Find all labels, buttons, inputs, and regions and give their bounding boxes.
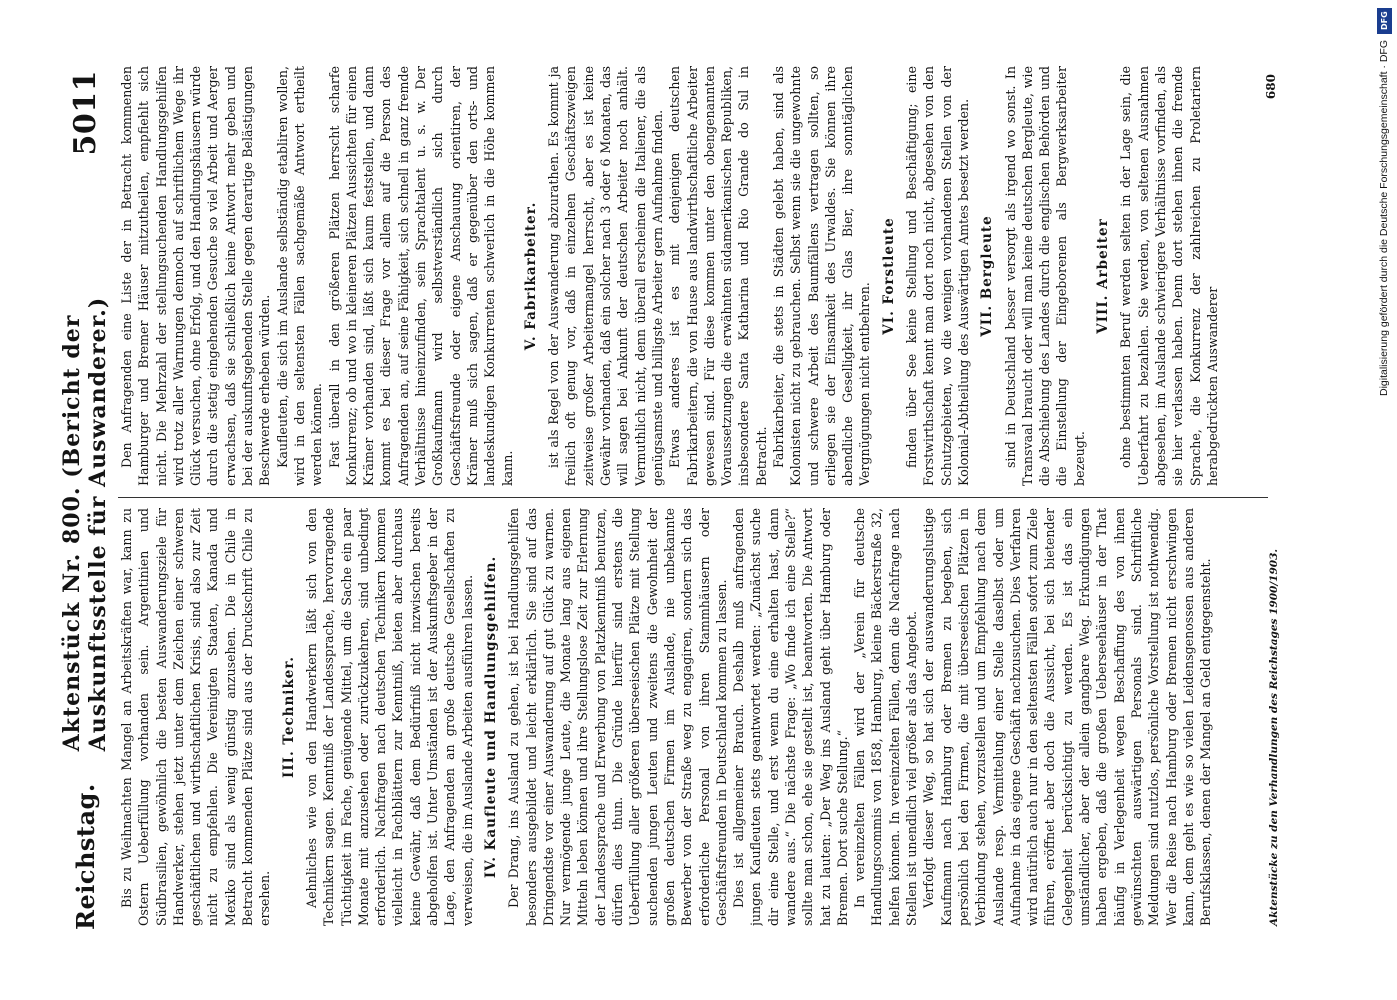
- left-paragraph: Dies ist allgemeiner Brauch. Deshalb muß anfragenden jungen Kaufleuten stets geantwortet werden: „Zunächst suche dir eine Stelle, und erst wenn du eine erhalten hast, dann wandere aus.“ Die nächste Frage: „Wo finde ich eine Stelle?“ sollte man schon, ehe sie gestellt ist, beantworten. Die Antwort hat zu lauten: „Der Weg ins Ausland geht über Hamburg oder Bremen. Dort suche Stellung.“: [731, 508, 850, 926]
- right-paragraph: ohne bestimmten Beruf werden selten in der Lage sein, die Ueberfahrt zu bezahlen. Sie werden, von seltenen Ausnahmen abgesehen, im Auslande schwierigere Verhältnisse vorfinden, als sie hier verlassen haben. Denn dort stehen ihnen die fremde Sprache, die Konkurrenz der zahlreichen zu Proletariern herabgedrückten Auswanderer: [1118, 66, 1220, 486]
- document-title: Aktenstück Nr. 800. (Bericht der Auskunftsstelle für Auswanderer.): [59, 296, 111, 752]
- right-paragraph: Kaufleuten, die sich im Auslande selbständig etabliren wollen, wird in den seltensten Fällen sachgemäße Antwort ertheilt werden können.: [274, 66, 325, 486]
- footer-source: Aktenstücke zu den Verhandlungen des Reichstages 1900/1903.: [1268, 548, 1280, 926]
- left-paragraph: Der Drang, ins Ausland zu gehen, ist bei Handlungsgehilfen besonders ausgebildet und leicht erklärlich. Sie sind auf das Dringendste vor einer Auswanderung auf gut Glück zu warnen. Nur vermögende junge Leute, die Monate lang aus eigenen Mitteln leben können und ihre Stellungslose Zeit zur Erlernung der Landessprache und Erwerbung von Platzkenntniß benutzen, dürfen dies thun. Die Gründe hierfür sind erstens die Ueberfüllung aller größeren überseeischen Plätze mit Stellung suchenden jungen Leuten und zweitens die Gewohnheit der großen deutschen Firmen im Auslande, nie unbekannte Bewerber von der Straße weg zu engagiren, sondern sich das erforderliche Personal von ihren Stammhäusern oder Geschäftsfreunden in Deutschland kommen zu lassen.: [506, 508, 729, 926]
- right-text-column: [118, 66, 1268, 486]
- right-section-heading: VII. Bergleute: [979, 215, 996, 337]
- left-section-heading: III. Techniker.: [280, 656, 297, 778]
- left-section-heading: IV. Kaufleute und Handlungsgehilfen.: [482, 555, 499, 879]
- header-left-label: Reichstag.: [70, 783, 100, 930]
- right-paragraph: ist als Regel von der Auswanderung abzurathen. Es kommt ja freilich oft genug vor, daß in einzelnen Geschäftszweigen zeitweise großer Arbeitermangel herrscht, aber es ist keine Gewähr vorhanden, daß ein solcher nach 3 oder 6 Monaten, das will sagen bei Ankunft der deutschen Arbeiter noch anhält. Vermuthlich nicht, denn überall erscheinen die Italiener, die als genügsamste und billigste Arbeiter gern Aufnahme finden.: [546, 66, 665, 486]
- right-paragraph: sind in Deutschland besser versorgt als irgend wo sonst. In Transvaal braucht oder will man keine deutschen Bergleute, wie die Abschiebung des Landes durch die englischen Behörden und die Einstellung der Eingeborenen als Bergwerksarbeiter bezeugt.: [1002, 66, 1087, 486]
- dfg-logo: DFG: [1377, 8, 1392, 34]
- column-divider: [118, 497, 1268, 498]
- digitization-credit: [1375, 8, 1393, 992]
- left-paragraph: In vereinzelten Fällen wird der „Verein für deutsche Handlungscommis von 1858, Hamburg, kleine Bäckerstraße 32, helfen können. In vereinzelten Fällen, denn die Nachfrage nach Stellen ist unendlich viel größer als das Angebot.: [852, 508, 920, 926]
- left-paragraph: Aehnliches wie von den Handwerkern läßt sich von den Technikern sagen. Kenntniß der Landessprache, hervorragende Tüchtigkeit im Fache, genügende Mittel, um die Sache ein paar Monate mit anzusehen oder zurückzukehren, sind unbedingt erforderlich. Nachfragen nach deutschen Technikern kommen vielleicht in Fachblättern zur Kenntniß, bieten aber durchaus keine Gewähr, daß dem Bedürfniß nicht inzwischen bereits abgeholfen ist. Unter Umständen ist der Auskunftsgeber in der Lage, den Anfragenden an große deutsche Gesellschaften zu verweisen, die im Auslande Arbeiten ausführen lassen.: [303, 508, 475, 926]
- right-paragraph: Fast überall in den größeren Plätzen herrscht scharfe Konkurrenz; ob und wo in kleineren Plätzen Aussichten für einen Krämer vorhanden sind, läßt sich kaum feststellen, und dann kommt es bei dieser Frage vor allem auf die Person des Anfragenden an, auf seine Fähigkeit, sich schnell in ganz fremde Verhältnisse hineinzufinden, sein Sprachtalent u. s. w. Der Großkaufmann wird selbstverständlich sich durch Geschäftsfreunde oder eigene Anschauung orientiren, der Krämer muß sich sagen, daß er gegenüber den orts- und landeskundigen Konkurrenten schwerlich in die Höhe kommen kann.: [326, 66, 515, 486]
- left-paragraph: Verfolgt dieser Weg, so hat sich der auswanderungslustige Kaufmann nach Hamburg oder Bremen zu begeben, sich persönlich bei den Firmen, die mit überseeischen Plätzen in Verbindung stehen, vorzustellen und um Empfehlung nach dem Auslande resp. Vermittelung einer Stelle daselbst oder um Aufnahme in das eigene Geschäft nachzusuchen. Dies Verfahren wird natürlich auch nur in den seltensten Fällen sofort zum Ziele führen, eröffnet aber doch die Aussicht, bei sich bietender Gelegenheit berücksichtigt zu werden. Es ist das ein umständlicher, aber der allein gangbare Weg. Erkundigungen haben ergeben, daß die großen Ueberseehäuser in der That häufig in Verlegenheit wegen Beschaffung des von ihnen gewünschten auswärtigen Personals sind. Schriftliche Meldungen sind nutzlos, persönliche Vorstellung ist nothwendig. Wer die Reise nach Hamburg oder Bremen nicht erschwingen kann, dem geht es wie so vielen Leidensgenossen aus anderen Berufsklassen, denen der Mangel an Geld entgegensteht.: [921, 508, 1214, 926]
- right-section-heading: VIII. Arbeiter: [1095, 218, 1112, 334]
- right-paragraph: Etwas anderes ist es mit denjenigen deutschen Fabrikarbeitern, die von Hause aus landwirthschaftliche Arbeiter gewesen sind. Für diese kommen unter den obengenannten Voraussetzungen die erwähnten südamerikanischen Republiken, insbesondere Santa Katharina und Rio Grande do Sul in Betracht.: [667, 66, 769, 486]
- left-paragraph: Bis zu Weihnachten Mangel an Arbeitskräften war, kann zu Ostern Ueberfüllung vorhanden sein. Argentinien und Südbrasilien, gewöhnlich die besten Auswanderungsziele für Handwerker, stehen jetzt unter dem Zeichen einer schweren geschäftlichen und wirthschaftlichen Krisis, sind also zur Zeit nicht zu empfehlen. Die Vereinigten Staaten, Kanada und Mexiko sind als wenig günstig anzusehen. Die in Chile in Betracht kommenden Plätze sind aus der Druckschrift Chile zu ersehen.: [119, 508, 273, 926]
- right-paragraph: Fabrikarbeiter, die stets in Städten gelebt haben, sind als Kolonisten nicht zu gebrauchen. Selbst wenn sie die ungewohnte und schwere Arbeit des Baumfällens vertragen sollten, so erliegen sie der Einsamkeit des Urwaldes. Sie können ihre abendliche Geselligkeit, ihr Glas Bier, ihre sonntäglichen Vergnügungen nicht entbehren.: [770, 66, 873, 486]
- page-header: [59, 70, 111, 930]
- footer-page-number: 680: [1264, 74, 1278, 100]
- right-paragraph: finden über See keine Stellung und Beschäftigung; eine Forstwirthschaft kennt man dort noch nicht, abgesehen von den Schutzgebieten, wo die wenigen vorhandenen Stellen von der Kolonial-Abtheilung des Auswärtigen Amtes besetzt werden.: [904, 66, 971, 486]
- page-number: 5011: [67, 70, 103, 156]
- right-section-heading: VI. Forstleute: [880, 217, 897, 335]
- right-paragraph: Den Anfragenden eine Liste der in Betracht kommenden Hamburger und Bremer Häuser mitzutheilen, empfiehlt sich nicht. Die Mehrzahl der stellungsuchenden Handlungsgehilfen wird trotz aller Warnungen dennoch auf schriftlichem Wege ihr Glück versuchen, ohne Erfolg, und den Handlungshäusern würde durch die stetig eingehenden Gesuche so viel Arbeit und Aerger erwachsen, daß sie schließlich keine Antwort mehr geben und bei der auskunftsgebenden Stelle gegen derartige Belästigungen Beschwerde erheben würden.: [119, 66, 273, 486]
- right-section-heading: V. Fabrikarbeiter.: [522, 201, 539, 351]
- left-text-column: [118, 508, 1268, 926]
- credit-text: Digitalisierung gefördert durch die Deutsche Forschungsgemeinschaft · DFG: [1378, 40, 1390, 397]
